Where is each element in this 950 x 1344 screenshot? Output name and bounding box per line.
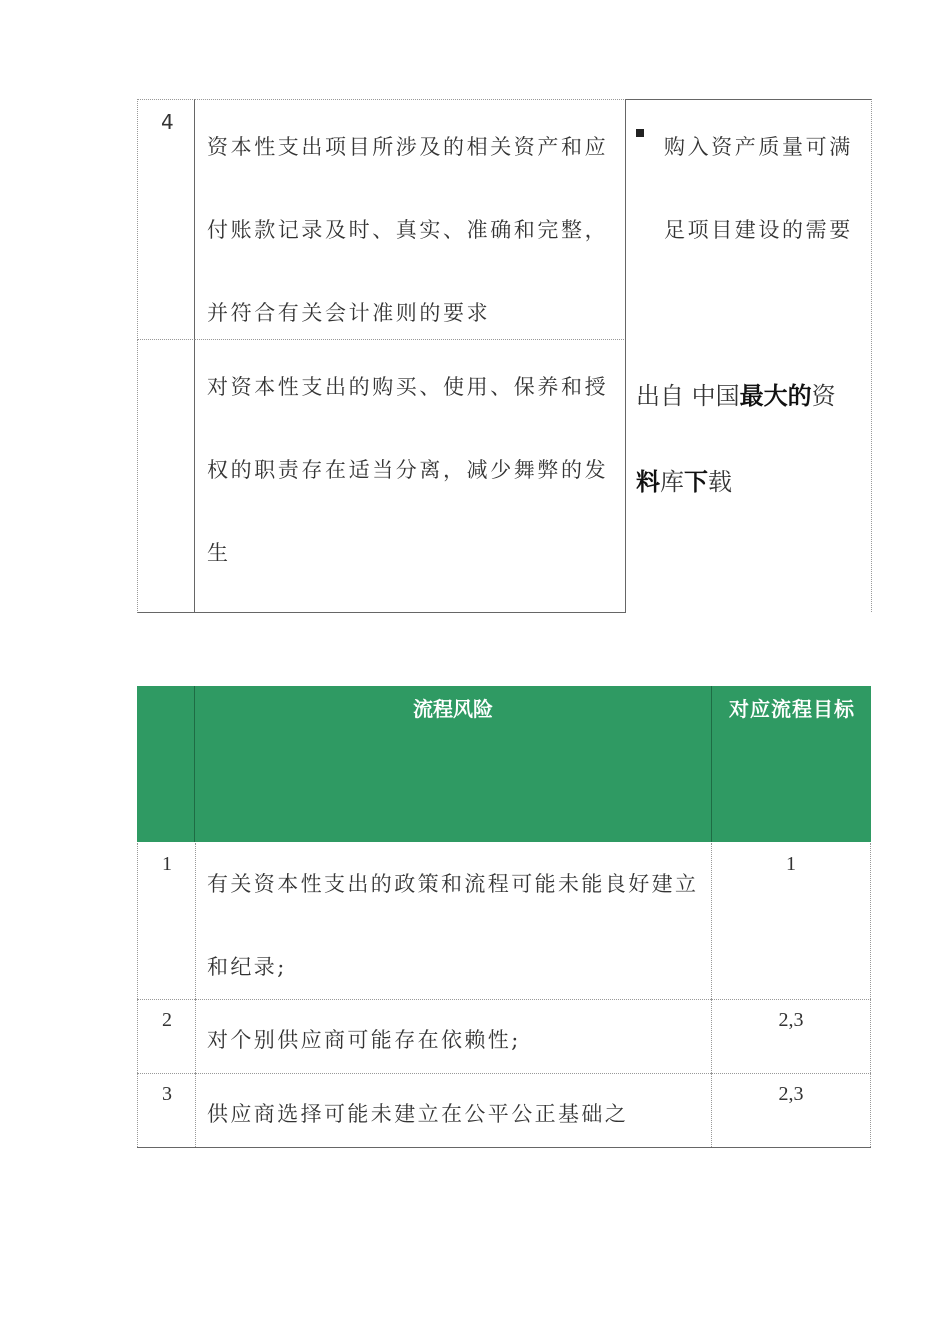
target-value: 2,3 [778,1083,804,1105]
objective-text: 资本性支出项目所涉及的相关资产和应付账款记录及时、真实、准确和完整，并符合有关会计准则的要求 [207,135,609,325]
table-row [137,999,871,1074]
header-target-label: 对应流程目标 [729,697,855,721]
row-number-cell [137,99,195,340]
control-objectives-table [137,99,871,612]
square-bullet-icon [636,129,644,137]
source-watermark: 出自 中国最大的资 料库下载 [636,382,836,496]
process-risk-table [137,686,871,1148]
objective-cell [194,339,626,613]
header-target-cell [712,686,871,842]
header-risk-label: 流程风险 [413,697,493,721]
risk-text: 有关资本性支出的政策和流程可能未能良好建立和纪录; [207,872,699,979]
row-number: 2 [162,1009,172,1031]
header-index-cell [137,686,195,842]
row-number: 4 [161,110,174,134]
row-number: 1 [162,853,172,875]
objective-text: 对资本性支出的购买、使用、保养和授权的职责存在适当分离，减少舞弊的发生 [207,375,609,565]
risk-text: 供应商选择可能未建立在公平公正基础之 [207,1102,629,1126]
row-number: 3 [162,1083,172,1105]
table-row [137,1073,871,1148]
target-value: 1 [786,853,796,875]
side-objective-text: 购入资产质量可满足项目建设的需要 [664,135,853,242]
table-row [137,843,871,1000]
risk-text: 对个别供应商可能存在依赖性; [207,1028,521,1052]
row-number-cell [137,339,195,613]
target-value: 2,3 [778,1009,804,1031]
header-risk-cell [195,686,712,842]
objective-cell [194,99,626,340]
side-objective-cell [625,99,872,612]
